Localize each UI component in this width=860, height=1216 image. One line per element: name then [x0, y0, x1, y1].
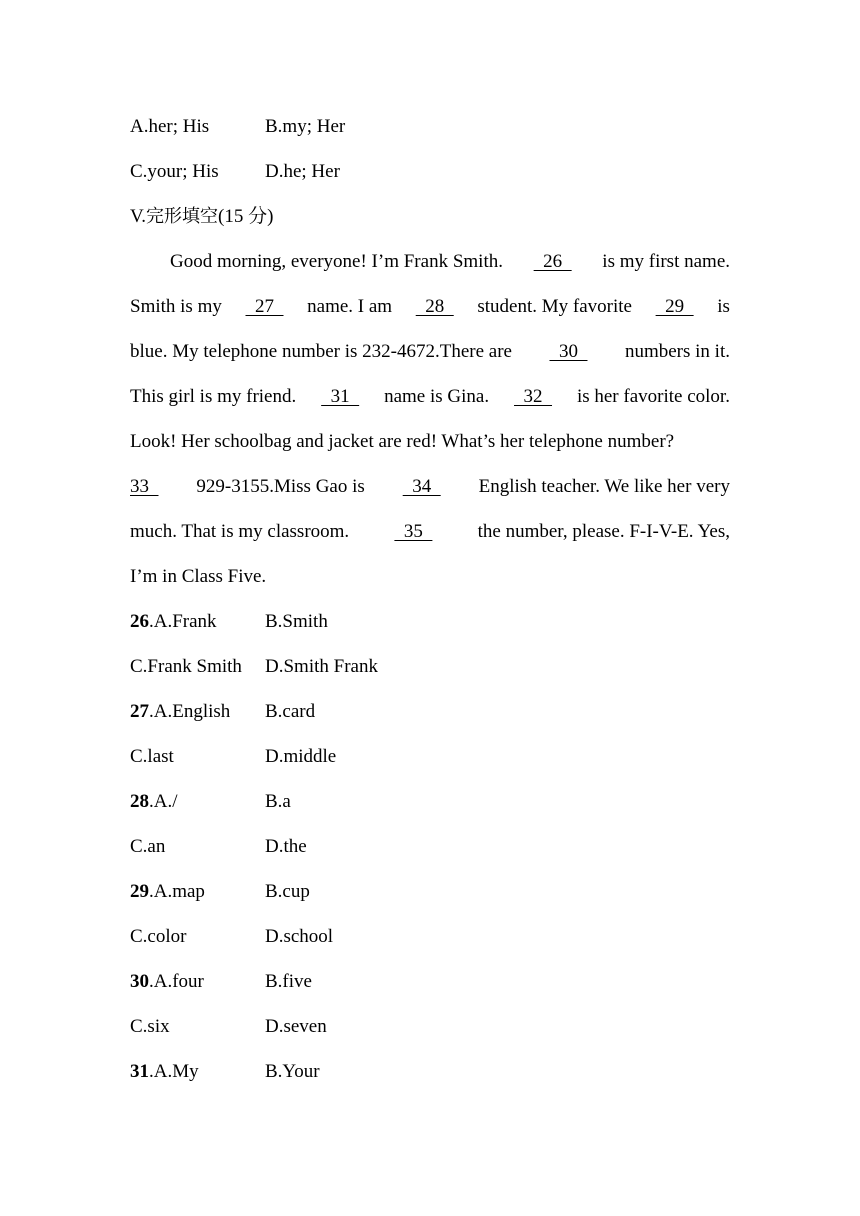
passage-text: Good morning, everyone! I’m Frank Smith. — [170, 251, 503, 272]
option-c: C.your; His — [130, 161, 219, 182]
option-a: .A.My — [149, 1061, 199, 1082]
option-d: D.seven — [265, 1016, 327, 1037]
option-c: C.six — [130, 1016, 170, 1037]
option-d: D.middle — [265, 746, 337, 767]
passage-line-5 — [130, 430, 730, 454]
option-b: B.Smith — [265, 611, 328, 632]
option-a: .A.four — [149, 971, 204, 992]
option-b: B.my; Her — [265, 116, 346, 137]
passage-line-3 — [130, 340, 730, 364]
blank-27: 27 — [245, 296, 284, 317]
option-a: A.her; His — [130, 116, 210, 137]
blank-29: 29 — [655, 296, 694, 317]
section-title: 完形填空 — [146, 206, 219, 227]
option-c: C.an — [130, 836, 166, 857]
option-d: D.Smith Frank — [265, 656, 378, 677]
question-number: 30 — [130, 971, 149, 992]
blank-30: 30 — [549, 341, 588, 362]
passage-text: student. My favorite — [477, 296, 632, 317]
blank-31: 31 — [321, 386, 360, 407]
option-b: B.a — [265, 791, 291, 812]
option-d: D.school — [265, 926, 334, 947]
passage-text: name. I am — [307, 296, 393, 317]
passage-text: Look! Her schoolbag and jacket are red! What’s her telephone number? — [130, 431, 675, 452]
option-a: .A.English — [149, 701, 231, 722]
option-d: D.he; Her — [265, 161, 340, 182]
passage-text: is my first name. — [602, 251, 730, 272]
option-a: .A.Frank — [149, 611, 217, 632]
blank-33: 33 — [130, 476, 159, 497]
option-a: .A./ — [149, 791, 178, 812]
option-b: B.Your — [265, 1061, 320, 1082]
option-b: B.five — [265, 971, 312, 992]
blank-32: 32 — [514, 386, 553, 407]
option-a: .A.map — [149, 881, 205, 902]
passage-line-4 — [130, 385, 730, 409]
passage-text: 929-3155.Miss Gao is — [196, 476, 365, 497]
passage-text: English teacher. We like her very — [478, 476, 730, 497]
option-c: C.last — [130, 746, 174, 767]
question-number: 28 — [130, 791, 149, 812]
passage-text: the number, please. F-I-V-E. Yes, — [477, 521, 730, 542]
passage-text: numbers in it. — [624, 341, 730, 362]
question-number: 31 — [130, 1061, 149, 1082]
passage-text: blue. My telephone number is 232-4672.There are — [130, 341, 512, 362]
passage-line-7 — [130, 520, 730, 544]
passage-line-1 — [170, 250, 730, 274]
question-number: 29 — [130, 881, 149, 902]
question-number: 27 — [130, 701, 149, 722]
section-heading — [130, 205, 273, 229]
passage-text: much. That is my classroom. — [130, 521, 350, 542]
passage-line-6 — [130, 475, 730, 499]
option-d: D.the — [265, 836, 307, 857]
question-number: 26 — [130, 611, 149, 632]
option-c: C.color — [130, 926, 187, 947]
passage-text: This girl is my friend. — [130, 386, 297, 407]
passage-line-8 — [130, 565, 730, 589]
passage-text: name is Gina. — [384, 386, 490, 407]
passage-line-2 — [130, 295, 730, 319]
blank-28: 28 — [415, 296, 454, 317]
passage-text: is — [717, 296, 730, 317]
blank-34: 34 — [402, 476, 441, 497]
option-b: B.card — [265, 701, 316, 722]
passage-text: I’m in Class Five. — [130, 566, 267, 587]
option-b: B.cup — [265, 881, 310, 902]
passage-text: Smith is my — [130, 296, 222, 317]
blank-26: 26 — [533, 251, 572, 272]
blank-35: 35 — [394, 521, 433, 542]
section-label: V. — [130, 206, 147, 227]
passage-text: is her favorite color. — [576, 386, 730, 407]
section-score: (15 分) — [218, 206, 274, 227]
option-c: C.Frank Smith — [130, 656, 242, 677]
